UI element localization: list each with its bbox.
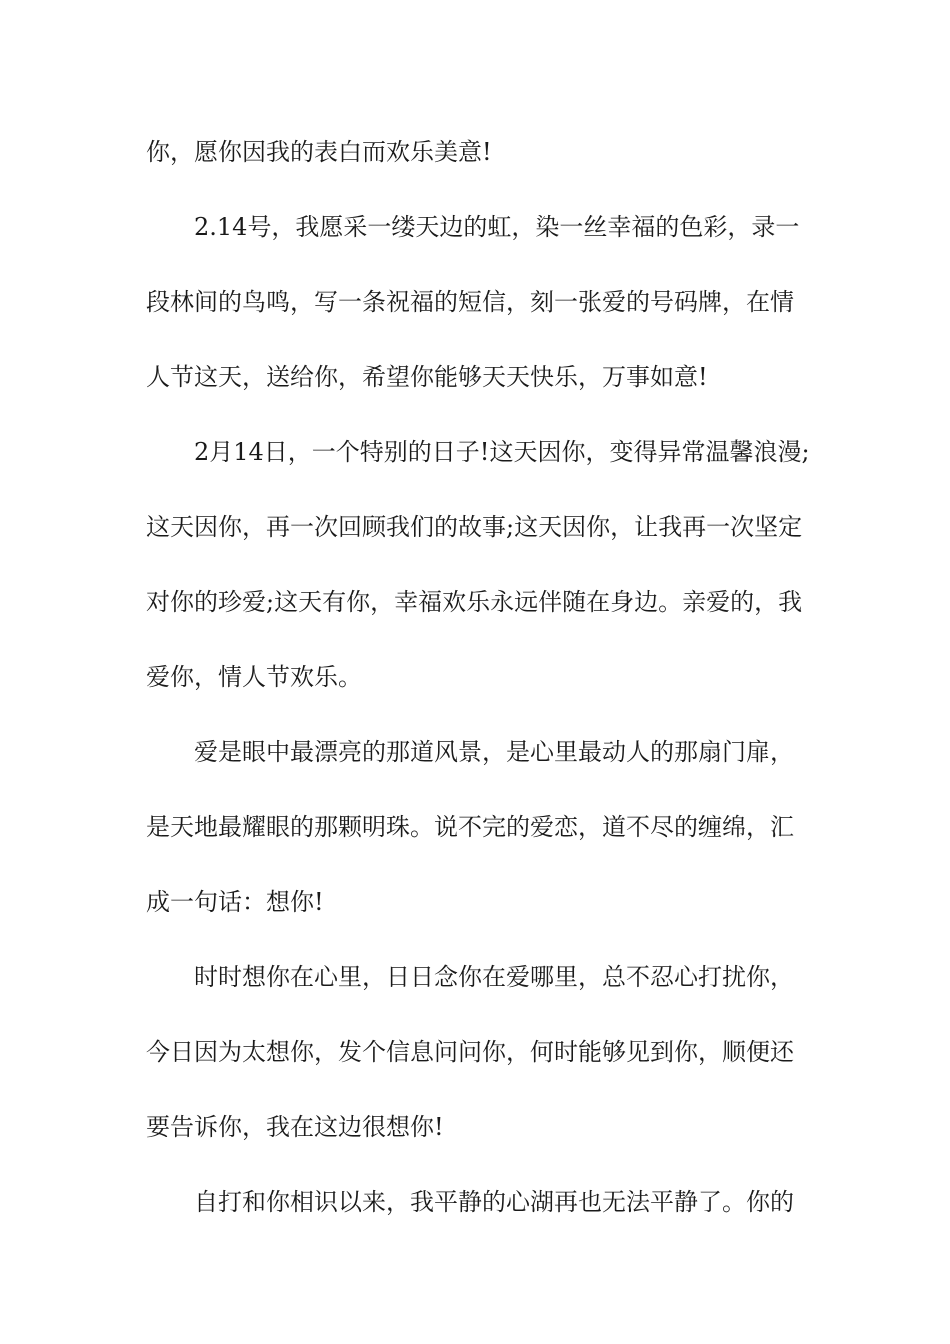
text-line: 自打和你相识以来，我平静的心湖再也无法平静了。你的 <box>194 1188 794 1216</box>
text-line: 人节这天，送给你，希望你能够天天快乐，万事如意! <box>146 363 708 391</box>
text-line: 段林间的鸟鸣，写一条祝福的短信，刻一张爱的号码牌，在情 <box>146 288 794 316</box>
text-line: 2月14日，一个特别的日子!这天因你，变得异常温馨浪漫; <box>194 438 810 466</box>
text-line: 爱你，情人节欢乐。 <box>146 663 362 691</box>
text-line: 要告诉你，我在这边很想你! <box>146 1113 444 1141</box>
text-line: 时时想你在心里，日日念你在爱哪里，总不忍心打扰你， <box>194 963 794 991</box>
text-line: 今日因为太想你，发个信息问问你，何时能够见到你，顺便还 <box>146 1038 794 1066</box>
text-line: 你，愿你因我的表白而欢乐美意! <box>146 138 492 166</box>
text-line: 爱是眼中最漂亮的那道风景，是心里最动人的那扇门扉， <box>194 738 794 766</box>
text-line: 这天因你，再一次回顾我们的故事;这天因你，让我再一次坚定 <box>146 513 803 541</box>
text-line: 是天地最耀眼的那颗明珠。说不完的爱恋，道不尽的缠绵，汇 <box>146 813 794 841</box>
text-line: 成一句话：想你! <box>146 888 324 916</box>
text-line: 对你的珍爱;这天有你，幸福欢乐永远伴随在身边。亲爱的，我 <box>146 588 803 616</box>
text-line: 2.14号，我愿采一缕天边的虹，染一丝幸福的色彩，录一 <box>194 213 800 241</box>
